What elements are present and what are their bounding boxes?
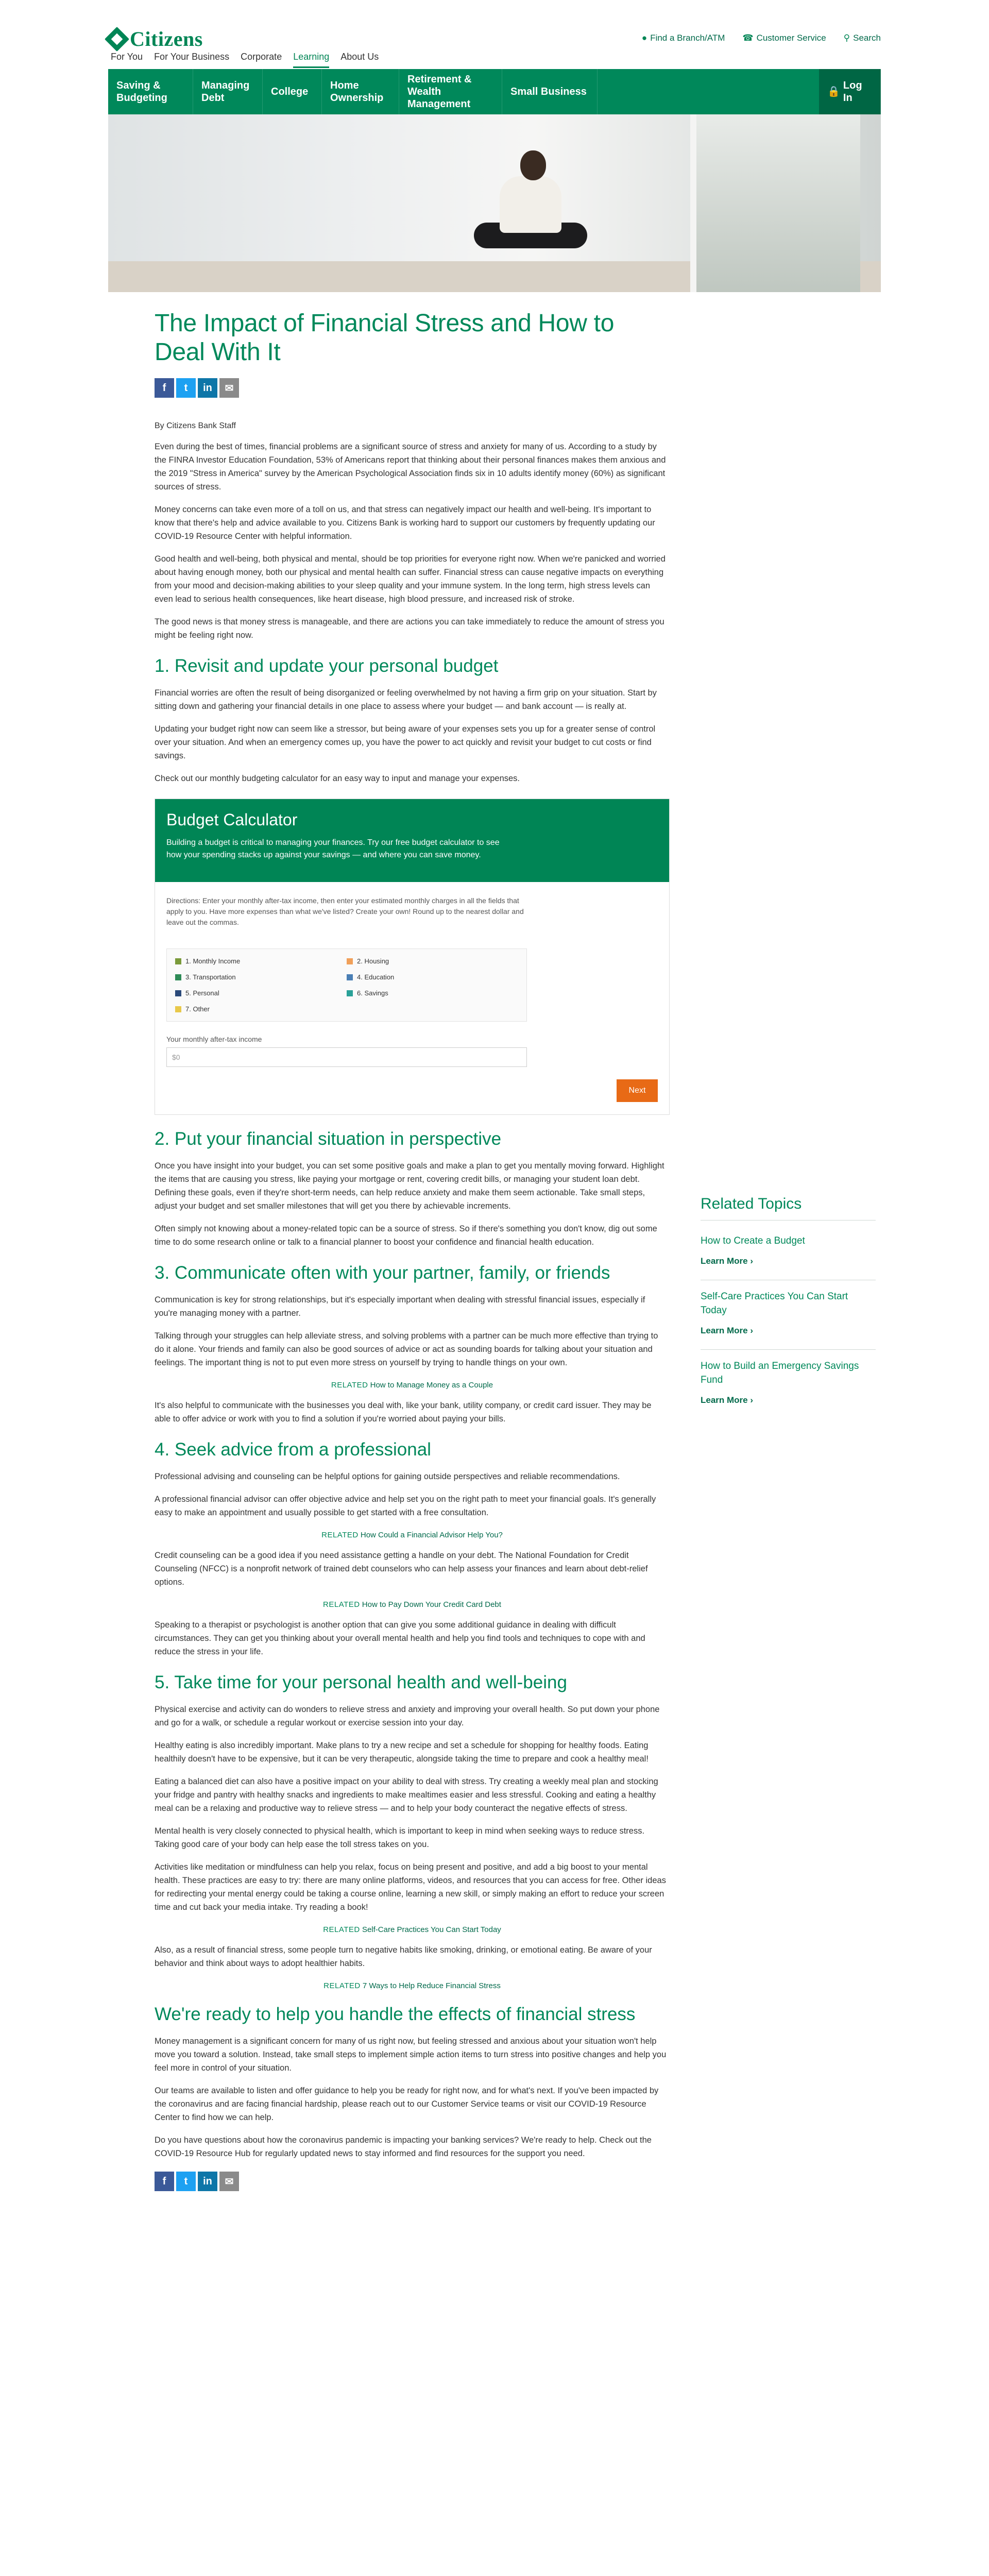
- brand-name: Citizens: [130, 27, 203, 50]
- article: [155, 309, 670, 2191]
- legend-label: 1. Monthly Income: [185, 957, 241, 965]
- related-topic-title[interactable]: How to Build an Emergency Savings Fund: [701, 1361, 859, 1385]
- subnav-college[interactable]: College: [263, 69, 322, 114]
- section-heading-5: 5. Take time for your personal health and well-being: [155, 1672, 567, 1692]
- section-heading-6: We're ready to help you handle the effects of financial stress: [155, 2004, 636, 2024]
- learning-subnav: [108, 69, 881, 114]
- paragraph: Check out our monthly budgeting calculator for an easy way to input and manage your expenses.: [155, 774, 520, 783]
- search-icon: ⚲: [843, 33, 850, 43]
- login-label: Log In: [843, 80, 862, 104]
- legend-item: [175, 1005, 347, 1013]
- nav-for-your-business[interactable]: For Your Business: [154, 52, 230, 62]
- facebook-share-icon[interactable]: f: [155, 378, 174, 398]
- nav-about-us[interactable]: About Us: [340, 52, 379, 62]
- top-bar: [0, 0, 989, 50]
- paragraph: Our teams are available to listen and offer guidance to help you be ready for right now, and for what's next. If you've been impacted by the coronavirus and are facing financial hardship, please reach out to our Customer Service teams or visit our COVID-19 Resource Center to find how we can help.: [155, 2086, 659, 2122]
- article-title: The Impact of Financial Stress and How to Deal With It: [155, 310, 615, 366]
- paragraph: Mental health is very closely connected to physical health, which is important to keep in mind when seeking ways to reduce stress. Taking good care of your body can help ease the toll stress takes on you.: [155, 1826, 645, 1849]
- calculator-legend: [166, 948, 527, 1022]
- legend-swatch: [175, 958, 181, 964]
- related-link-anchor[interactable]: How Could a Financial Advisor Help You?: [360, 1531, 503, 1539]
- paragraph: Even during the best of times, financial problems are a significant source of stress and anxiety for many of us. According to a study by the FINRA Investor Education Foundation, 53% of Americans report that thinking about their personal finances makes them anxious and the 2019 "Stress in America" survey by the American Psychological Association finds six in 10 adults identify money (60%) as significant sources of stress.: [155, 442, 666, 492]
- related-prefix: RELATED: [323, 1925, 360, 1934]
- related-link-anchor[interactable]: How to Manage Money as a Couple: [370, 1381, 493, 1389]
- subnav-saving-budgeting[interactable]: Saving & Budgeting: [108, 69, 193, 114]
- legend-swatch: [347, 990, 353, 996]
- related-prefix: RELATED: [321, 1531, 359, 1539]
- learn-more-link[interactable]: [701, 1256, 876, 1266]
- hero-image: [108, 114, 881, 292]
- linkedin-share-icon[interactable]: in: [198, 2172, 217, 2191]
- facebook-share-icon[interactable]: f: [155, 2172, 174, 2191]
- section-heading-1: 1. Revisit and update your personal budget: [155, 656, 499, 676]
- paragraph: Professional advising and counseling can be helpful options for gaining outside perspectives and reliable recommendations.: [155, 1472, 620, 1481]
- hero-person-body: [500, 176, 561, 233]
- calculator-actions: [166, 1079, 658, 1103]
- income-input[interactable]: $0: [166, 1047, 527, 1067]
- nav-corporate[interactable]: Corporate: [241, 52, 282, 62]
- phone-icon: ☎: [742, 33, 754, 43]
- calculator-directions: Directions: Enter your monthly after-tax income, then enter your estimated monthly charges in all the fields that apply to you. Have more expenses than what we've listed? Create your own! Round up to the nearest dollar and leave out the commas.: [166, 896, 524, 926]
- paragraph: It's also helpful to communicate with the businesses you deal with, like your bank, utility company, or credit card issuer. They may be able to offer advice or work with you to find a solution if you're worried about paying your bills.: [155, 1401, 652, 1423]
- learn-more-label: Learn More: [701, 1326, 748, 1335]
- paragraph: Talking through your struggles can help alleviate stress, and solving problems with a partner can be much more effective than trying to do it alone. Your friends and family can also be good sources of advice or act as sounding boards for talking about your situation and feelings. The important thing is not to put even more stress on yourself by trying to handle things on your own.: [155, 1331, 658, 1367]
- map-pin-icon: ●: [641, 33, 647, 43]
- related-link: [155, 1531, 670, 1539]
- paragraph: Financial worries are often the result of being disorganized or feeling overwhelmed by not having a firm grip on your situation. Start by sitting down and gathering your financial details in one place to assess where your budget — and bank account — is really at.: [155, 688, 657, 711]
- legend-label: 2. Housing: [357, 957, 389, 965]
- legend-item: [175, 957, 347, 965]
- paragraph: The good news is that money stress is manageable, and there are actions you can take immediately to reduce the amount of stress you might be feeling right now.: [155, 617, 664, 640]
- chevron-right-icon: ›: [750, 1395, 754, 1405]
- paragraph: Once you have insight into your budget, you can set some positive goals and make a plan to get you mentally moving forward. Highlight the items that are causing you stress, like paying your mortgage or rent, covering credit bills, or managing your student loan debt. Defining these goals, even if they're short-term needs, can help reduce anxiety and make them seem actionable. Take small steps, adjust your budget and set smaller milestones that will get you there by achievable increments.: [155, 1161, 664, 1211]
- utility-links: [642, 33, 881, 43]
- customer-service-link[interactable]: [742, 33, 826, 43]
- legend-item: [175, 973, 347, 981]
- related-link: [155, 1381, 670, 1389]
- search-label: Search: [853, 33, 881, 43]
- legend-label: 6. Savings: [357, 989, 388, 997]
- budget-calculator: [155, 799, 670, 1115]
- hero-person: [464, 150, 587, 253]
- section-heading-3: 3. Communicate often with your partner, family, or friends: [155, 1263, 610, 1283]
- legend-item: [175, 989, 347, 997]
- related-topics-title: Related Topics: [701, 1195, 876, 1221]
- main-nav: [0, 47, 989, 69]
- related-prefix: RELATED: [323, 1981, 361, 1990]
- customer-service-label: Customer Service: [756, 33, 826, 43]
- paragraph: Good health and well-being, both physical and mental, should be top priorities for everyone right now. When we're panicked and worried about having enough money, both our physical and mental health can suffer. Financial stress can cause negative impacts on everything from your mood and decision-making abilities to your sleep quality and your immune system. In the long term, high stress levels can even lead to serious health consequences, like heart disease, high blood pressure, and increased risk of stroke.: [155, 554, 666, 604]
- legend-item: [347, 957, 518, 965]
- calculator-title: Budget Calculator: [166, 810, 298, 829]
- subnav-managing-debt[interactable]: Managing Debt: [193, 69, 263, 114]
- income-label: Your monthly after-tax income: [166, 1035, 262, 1043]
- legend-swatch: [175, 1006, 181, 1012]
- paragraph: Communication is key for strong relationships, but it's especially important when dealing with stressful financial issues, especially if you're managing money with a partner.: [155, 1295, 645, 1318]
- paragraph: Healthy eating is also incredibly important. Make plans to try a new recipe and set a schedule for shopping for healthy foods. Eating healthily doesn't have to be expensive, but it can be very therapeutic, alongside taking the time to prepare and cook a healthy meal!: [155, 1741, 649, 1764]
- paragraph: Physical exercise and activity can do wonders to relieve stress and anxiety and improving your overall health. So put down your phone and go for a walk, or schedule a regular workout or exercise session into your day.: [155, 1705, 660, 1727]
- nav-learning[interactable]: Learning: [293, 52, 329, 68]
- paragraph: Activities like meditation or mindfulness can help you relax, focus on being present and positive, and add a big boost to your mental health. These practices are easy to try: there are many online platforms, videos, and resources that you can access for free. Other ideas for redirecting your mental energy could be taking a course online, learning a new skill, or simply making an effort to reduce your screen time and cut back your media intake. Try reading a book!: [155, 1862, 666, 1912]
- share-buttons-bottom: [155, 2172, 670, 2191]
- nav-for-you[interactable]: For You: [111, 52, 143, 62]
- hero-window: [690, 114, 860, 292]
- related-link-anchor[interactable]: How to Pay Down Your Credit Card Debt: [362, 1600, 501, 1609]
- legend-swatch: [175, 990, 181, 996]
- paragraph: Money management is a significant concern for many of us right now, but feeling stressed and anxious about your situation won't help move you toward a solution. Instead, take small steps to implement simple action items to turn stress into positive changes and help you feel more in control of your situation.: [155, 2037, 667, 2073]
- find-branch-link[interactable]: [642, 33, 725, 43]
- learn-more-label: Learn More: [701, 1395, 748, 1405]
- related-topic: [701, 1234, 876, 1266]
- learn-more-link[interactable]: [701, 1326, 876, 1336]
- calculator-description: Building a budget is critical to managing your finances. Try our free budget calculator to see how your spending stacks up against your savings — and where you can save money.: [166, 838, 500, 859]
- email-share-icon[interactable]: ✉: [219, 378, 239, 398]
- paragraph: Also, as a result of financial stress, some people turn to negative habits like smoking, drinking, or emotional eating. Be aware of your behavior and think about ways to adopt healthier habits.: [155, 1945, 652, 1968]
- related-topic-title[interactable]: Self-Care Practices You Can Start Today: [701, 1291, 848, 1316]
- related-link-anchor[interactable]: 7 Ways to Help Reduce Financial Stress: [362, 1981, 501, 1990]
- legend-label: 4. Education: [357, 973, 395, 981]
- legend-swatch: [175, 974, 181, 980]
- byline: By Citizens Bank Staff: [155, 421, 236, 430]
- related-link: [155, 1925, 670, 1934]
- hero-person-head: [520, 150, 546, 180]
- subnav-home-ownership[interactable]: Home Ownership: [322, 69, 399, 114]
- learn-more-link[interactable]: [701, 1395, 876, 1405]
- related-topic-title[interactable]: How to Create a Budget: [701, 1235, 805, 1246]
- related-link-anchor[interactable]: Self-Care Practices You Can Start Today: [362, 1925, 501, 1934]
- paragraph: Do you have questions about how the coronavirus pandemic is impacting your banking services? We're ready to help. Check out the COVID-19 Resource Hub for regularly updated news to stay informed and find resources for the support you need.: [155, 2136, 652, 2158]
- subnav-retirement[interactable]: Retirement & Wealth Management: [399, 69, 502, 114]
- related-link: [155, 1981, 670, 1990]
- twitter-share-icon[interactable]: t: [176, 2172, 196, 2191]
- linkedin-share-icon[interactable]: in: [198, 378, 217, 398]
- subnav-spacer: [598, 69, 819, 114]
- paragraph: Credit counseling can be a good idea if you need assistance getting a handle on your debt. The National Foundation for Credit Counseling (NFCC) is a nonprofit network of trained debt counselors who can help assess your finances and learn about debt-relief options.: [155, 1551, 648, 1587]
- chevron-right-icon: ›: [750, 1256, 754, 1266]
- paragraph: Speaking to a therapist or psychologist is another option that can give you some additional guidance in dealing with difficult circumstances. They can get you thinking about your overall mental health and help you find tools and techniques to cope with and reduce the stress in your life.: [155, 1620, 645, 1656]
- subnav-small-business[interactable]: Small Business: [502, 69, 598, 114]
- legend-item: [347, 989, 518, 997]
- section-heading-2: 2. Put your financial situation in perspective: [155, 1129, 502, 1149]
- legend-label: 3. Transportation: [185, 973, 236, 981]
- related-topic: [701, 1349, 876, 1405]
- legend-item: [347, 973, 518, 981]
- related-link: [155, 1600, 670, 1609]
- search-link[interactable]: [844, 33, 881, 43]
- paragraph: Eating a balanced diet can also have a positive impact on your ability to deal with stress. Try creating a weekly meal plan and stocking your fridge and pantry with healthy snacks and ingredients to make mealtimes easier and less stressful. Cooking and eating a healthy meal can be a relaxing and productive way to relieve stress — and to help your body counteract the negative effects of stress.: [155, 1777, 658, 1813]
- legend-swatch: [347, 958, 353, 964]
- learn-more-label: Learn More: [701, 1256, 748, 1266]
- calculator-header: [155, 799, 669, 882]
- share-buttons-top: [155, 378, 670, 398]
- legend-label: 7. Other: [185, 1005, 210, 1013]
- legend-label: 5. Personal: [185, 989, 219, 997]
- related-prefix: RELATED: [323, 1600, 360, 1609]
- login-button[interactable]: [819, 69, 881, 114]
- paragraph: Often simply not knowing about a money-related topic can be a source of stress. So if there's something you don't know, dig out some time to do some research online or talk to a financial planner to boost your confidence and financial health education.: [155, 1224, 657, 1247]
- paragraph: Updating your budget right now can seem like a stressor, but being aware of your expenses sets you up for a greater sense of control over your situation. And when an emergency comes up, you have the power to act quickly and revisit your budget to cut costs or find savings.: [155, 724, 656, 760]
- lock-icon: 🔒: [827, 86, 840, 97]
- chevron-right-icon: ›: [750, 1326, 754, 1335]
- section-heading-4: 4. Seek advice from a professional: [155, 1439, 431, 1460]
- find-branch-label: Find a Branch/ATM: [650, 33, 725, 43]
- paragraph: A professional financial advisor can offer objective advice and help set you on the right path to meet your financial goals. It's generally easy to make an appointment and usually possible to get started with a free consultation.: [155, 1495, 656, 1517]
- legend-swatch: [347, 974, 353, 980]
- paragraph: Money concerns can take even more of a toll on us, and that stress can negatively impact our health and well-being. It's important to know that there's help and advice available to you. Citizens Bank is working hard to support our customers by frequently updating our COVID-19 Resource Center with helpful information.: [155, 505, 655, 541]
- calculator-body: [155, 882, 669, 1114]
- related-topics-sidebar: [701, 1195, 876, 1405]
- email-share-icon[interactable]: ✉: [219, 2172, 239, 2191]
- related-prefix: RELATED: [331, 1381, 368, 1389]
- related-topic: [701, 1280, 876, 1336]
- twitter-share-icon[interactable]: t: [176, 378, 196, 398]
- next-button[interactable]: Next: [617, 1079, 658, 1102]
